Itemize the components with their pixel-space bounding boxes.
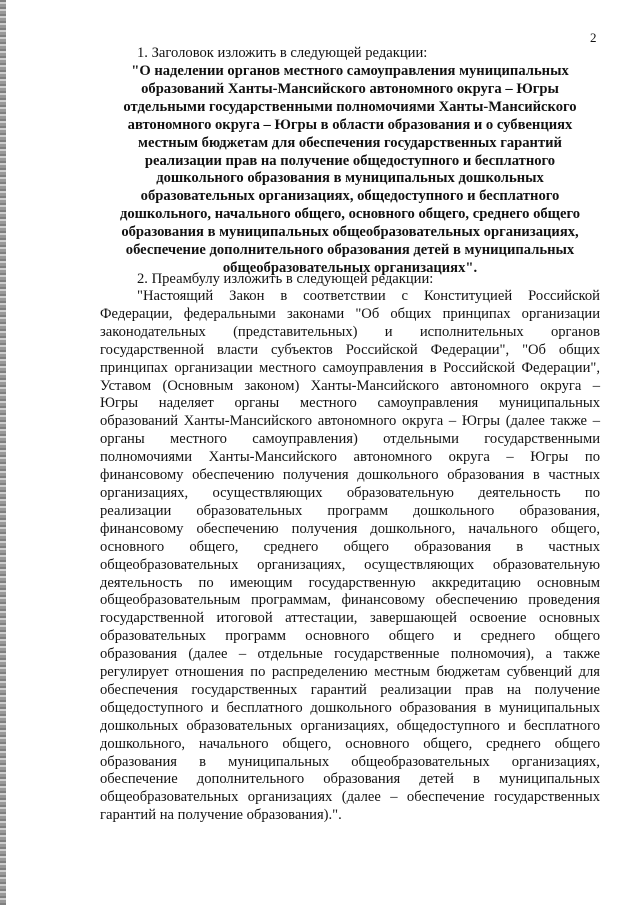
preamble-line: образования в муниципальных общеобразовательных организациях, (100, 753, 600, 770)
preamble-line: обеспечения государственных гарантий реализации прав на получение (100, 681, 600, 698)
preamble-line: Уставом (Основным законом) Ханты-Мансийского автономного округа – (100, 377, 600, 394)
preamble-line: Югры наделяет органы местного самоуправления муниципальных (100, 395, 600, 412)
preamble-line: полномочиями Ханты-Мансийского автономного округа – Югры по (100, 449, 600, 466)
title-line: обеспечение дополнительного образования детей в муниципальных (125, 242, 575, 259)
preamble-line: деятельность по имеющим государственную аккредитацию основным (100, 574, 600, 591)
preamble-line: регулирует отношения по распределению местным бюджетам субвенций для (100, 664, 600, 681)
preamble-line: общеобразовательных организациях, осуществляющих образовательную (100, 556, 600, 573)
item-2-intro: 2. Преамбулу изложить в следующей редакции: (137, 271, 434, 287)
preamble-text (100, 288, 600, 825)
preamble-line: государственной власти субъектов Российской Федерации", "Об общих (100, 341, 600, 358)
preamble-line: финансовому обеспечению получения дошкольного образования в частных (100, 467, 600, 484)
preamble-line: общеобразовательным программам, финансовому обеспечению проведения (100, 592, 600, 609)
title-line: образования в муниципальных общеобразовательных организациях, (121, 224, 579, 241)
preamble-line: законодательных (представительных) и исполнительных органов (100, 323, 600, 340)
preamble-line: образования (далее – отдельные государственные полномочия), а также (100, 646, 600, 663)
preamble-line: органы местного самоуправления) отдельными государственными (100, 431, 600, 448)
title-line: образовательных организациях, общедоступного и бесплатного (140, 188, 560, 205)
preamble-line: дошкольного, начального общего, основного общего, среднего общего (100, 735, 600, 752)
scan-edge-artifact (0, 0, 6, 905)
preamble-line: государственной итоговой аттестации, завершающей освоение основных (100, 610, 600, 627)
preamble-line: реализации образовательных программ дошкольного образования, (100, 502, 600, 519)
preamble-line: "Настоящий Закон в соответствии с Конституцией Российской (137, 288, 600, 304)
title-line: местным бюджетам для обеспечения государственных гарантий (138, 134, 562, 151)
preamble-line: финансовому обеспечению получения дошкольного, начального общего, (100, 520, 600, 537)
title-line: общеобразовательных организациях". (222, 259, 478, 276)
preamble-line: образовательных программ основного общего и среднего общего (100, 628, 600, 645)
title-line: дошкольного, начального общего, основного общего, среднего общего (119, 206, 581, 223)
preamble-line: принципах организации местного самоуправления в Российской Федерации", (100, 359, 600, 376)
title-line: образований Ханты-Мансийского автономного округа – Югры (141, 80, 559, 97)
preamble-line: дошкольных образовательных организациях, общедоступного и бесплатного (100, 717, 600, 734)
preamble-line: общедоступного и бесплатного дошкольного образования в муниципальных (100, 699, 600, 716)
preamble-line: основного общего, среднего общего образования в частных (100, 538, 600, 555)
law-title-block (100, 63, 600, 278)
page-number: 2 (590, 30, 597, 45)
item-1-intro: 1. Заголовок изложить в следующей редакции: (137, 45, 428, 61)
preamble-line: образований Ханты-Мансийского автономного округа – Югры (далее также – (100, 413, 600, 430)
preamble-line: организациях, осуществляющих образовательную деятельность по (100, 484, 600, 501)
title-line: "О наделении органов местного самоуправления муниципальных (131, 63, 569, 79)
preamble-line: обеспечение дополнительного образования детей в муниципальных (100, 771, 600, 788)
preamble-line: гарантий на получение образования).". (100, 807, 342, 824)
title-line: реализации прав на получение общедоступного и бесплатного (144, 152, 556, 169)
title-line: дошкольного образования в муниципальных дошкольных (156, 170, 544, 187)
preamble-line: общеобразовательных организациях (далее – обеспечение государственных (100, 789, 600, 806)
title-line: отдельными государственными полномочиями Ханты-Мансийского (123, 98, 577, 115)
preamble-line: Федерации, федеральными законами "Об общих принципах организации (100, 305, 600, 322)
title-line: автономного округа – Югры в области образования и о субвенциях (127, 116, 573, 133)
